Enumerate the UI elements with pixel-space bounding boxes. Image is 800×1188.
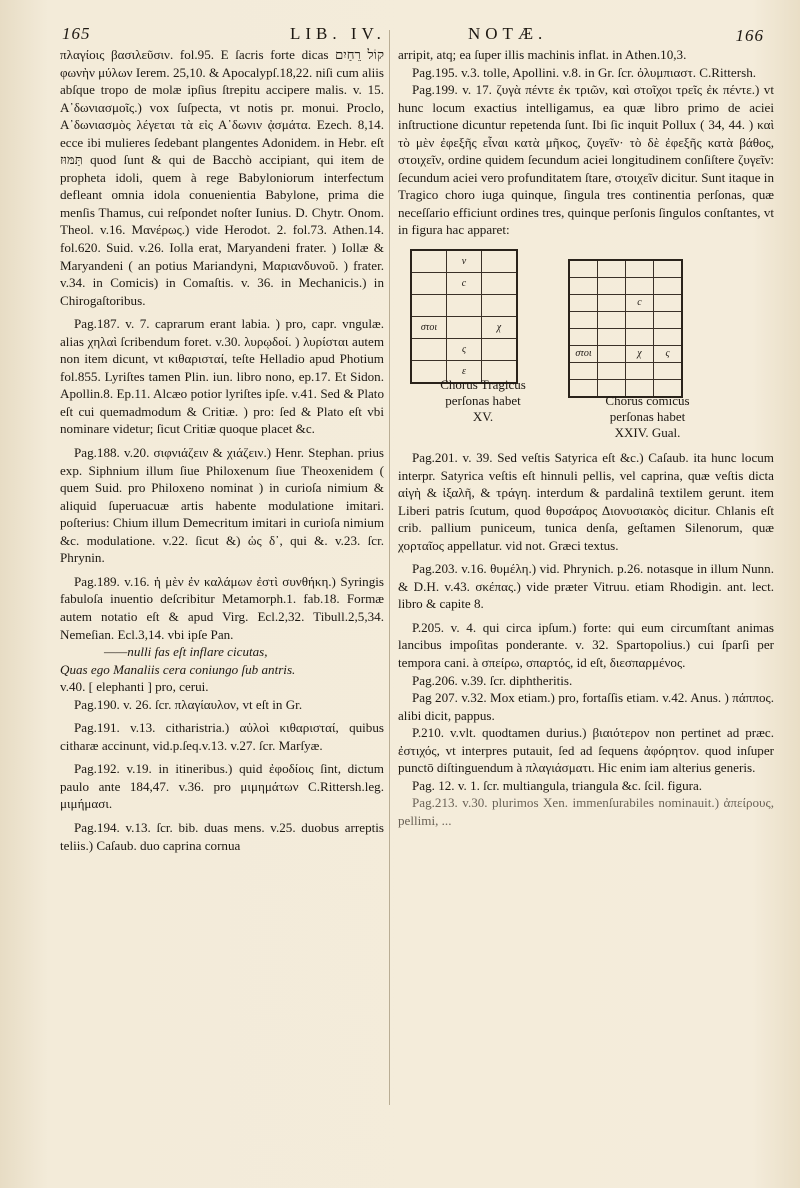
grid-cell: c: [626, 295, 654, 312]
tragic-chorus-caption: [408, 377, 558, 425]
grid-cell: [569, 312, 598, 329]
grid-row: [569, 363, 682, 380]
grid-cell: [654, 260, 683, 278]
grid-cell: [411, 339, 447, 361]
running-header: [58, 22, 774, 48]
comic-chorus-grid: [568, 259, 683, 398]
running-title-left: LIB. IV.: [290, 24, 386, 43]
grid-row: [411, 295, 517, 317]
grid-cell: c: [447, 273, 482, 295]
grid-cell: [569, 278, 598, 295]
note-paragraph: ——nulli fas eſt inflare cicutas,: [104, 644, 268, 660]
grid-cell: [447, 317, 482, 339]
grid-row: [569, 346, 682, 363]
note-paragraph: Pag.203. v.16. θυμέλη.) vid. Phrynich. p.26. notasque in illum Nunn. & D.H. v.43. σκέπας.) vide præter Vitruu. etiam Rhodigin. ant. lect. libro & capite 8.: [398, 561, 774, 612]
grid-cell: [598, 312, 626, 329]
grid-cell: [654, 329, 683, 346]
grid-cell: [482, 295, 518, 317]
note-paragraph: Pag.199. v. 17. ζυγὰ πέντε ἐκ τριῶν, καὶ στοῖχοι τρεῖς ἐκ πέντε.) vt hunc locum exactius intelligamus, ea quæ libro primo de aciei inſtructione dicuntur repetenda ſunt. Ibi ſic inquit Pollux ( 34, 44. ) καὶ τὸ μὲν ἐφεξῆς εἶναι κατὰ μῆκος, ζυγεῖν· τὸ δὲ ἐφεξῆς κατὰ βάθος, στοιχεῖν, ordine quidem ſecundum aciei longitudinem conſiſtere ζυγεῖν: ſecundum aciei vero profunditatem ſtare, στοιχεῖν dicitur. Sunt itaque in Tragico choro iuga quinque, ſingula tres continentia perſonas, quæ neceſſario efficiunt ordines tres, quinque perſonis ſingulos conſtantes, vt in figura hac apparet:: [398, 82, 774, 238]
running-title-right: NOTÆ.: [468, 24, 548, 43]
note-paragraph: Pag.192. v.19. in itineribus.) quid ἐφοδίοις ſint, dictum paulo ante 184,47. v.36. pro μιμημάτων C.Rittersh.leg. μιμήμασι.: [60, 761, 384, 812]
grid-cell: [411, 295, 447, 317]
grid-cell: [411, 250, 447, 273]
grid-row: [411, 273, 517, 295]
grid-cell: [654, 312, 683, 329]
note-paragraph: Pag 207. v.32. Mox etiam.) pro, fortaſſis etiam. v.42. Anus. ) πάππος. alibi dicit, pappus.: [398, 690, 774, 723]
note-paragraph: v.40. [ elephanti ] pro, cerui.: [60, 679, 209, 695]
grid-row: [569, 260, 682, 278]
grid-cell: [598, 295, 626, 312]
grid-cell: ς: [447, 339, 482, 361]
caption-line: perſonas habet: [445, 393, 521, 409]
caption-line: perſonas habet: [609, 409, 686, 425]
grid-cell: [598, 363, 626, 380]
caption-line: Chorus Tragicus: [440, 377, 526, 393]
caption-line: XXIV. Gual.: [614, 425, 681, 441]
grid-cell: [626, 329, 654, 346]
grid-cell: [654, 295, 683, 312]
note-paragraph: πλαγίοις βασιλεῦσιν. fol.95. E ſacris forte dicas קוֹל רֵחַיִם φωνὴν μύλων Ierem. 25,10. & Apocalypſ.18,22. niſi cum aliis abſque tropo de molæ ipſius ſtrepitu accipere malis. v. 15. Α᾿δωνιασμοῖς.) vox ſuſpecta, vt notis pr. monui. Proclo, Α᾿δωνιασμὸς λέγεται τὰ εἰς Α᾿δωνιν ᾀσμάτα. Ezech. 8,14. ecce ibi mulieres ſedebant plangentes Adonidem. in Hebr. eſt תַּמּוּז quod ſunt & qui de Bacchò accipiant, qui item de propheta idoli, quem à rege Babyloniorum interfectum defleant omnia idola conuenientia Babylone, prima die menſis Thamus, cui reſpondet noſter Iunius. D. Chytr. Onom. Theol. v.16. Μανέρως.) vide Herodot. 2. fol.73. Athen.14. fol.620. Suid. v.26. Iolla erat, Maryandeni frater. ) Iollæ & Maryandeni ( an potius Mariandyni, Μαριανδυνοῦ. ) frater. v.34. in Comicis) in Comaſtis. v. 36. in Mechanicis.) in Chirogaſtoribus.: [60, 47, 384, 308]
note-paragraph: Quas ego Manaliis cera coniungo ſub antris.: [60, 661, 296, 677]
note-paragraph: P.210. v.vlt. quodtamen durius.) βιαιότερον non pertinet ad præc. ἐστιχός, vt interpres putauit, ſed ad ſequens ἀφόρητον. quod inſuper punctō diſtinguendum à πλαγιάσματι. Hic enim iam alterius generis.: [398, 725, 774, 776]
grid-row: [569, 278, 682, 295]
chorus-figure: [398, 249, 774, 443]
grid-cell: χ: [482, 317, 518, 339]
note-paragraph: Pag.191. v.13. citharistria.) αὐλοὶ κιθαρισταί, quibus citharæ accinunt, vid.p.ſeq.v.13. v.27. ſcr. Marſyæ.: [60, 720, 384, 753]
note-paragraph: Pag.188. v.20. σιφνιάζειν & χιάζειν.) Henr. Stephan. prius exp. Siphnium illum ſiue Philoxenum ſiue Theoxenidem ( quem Suid. pro Philoxeno nominat ) in curioſa nimium & aliquid ſuperuacuæ artis habente modulatione imitari. poſterius: Chium illum Demecritum imitari in curioſa nimium &c. modulatione. v.22. ſicut &) ὡς δ᾿, qui &. v.23. ſcr. Phrynin.: [60, 445, 384, 566]
note-paragraph: Pag.194. v.13. ſcr. bib. duas mens. v.25. duobus arreptis teliis.) Caſaub. duo caprina cornua: [60, 819, 384, 853]
grid-cell: [598, 260, 626, 278]
note-paragraph: Pag.213. v.30. plurimos Xen. immenſurabiles nominauit.) ἀπείρους, pellimi, ...: [398, 795, 774, 828]
note-paragraph: Pag.189. v.16. ἡ μὲν ἐν καλάμων ἐστὶ συνθήκη.) Syringis fabuloſa inuentio deſcribitur Metamorph.1. fab.18. Formæ autem notatio eſt & apud Virg. Ecl.2,32. Tibull.2,5,34. Nemeſian. Ecl.3,14. vbi ipſe Pan.: [60, 573, 384, 642]
column-gutter: [389, 30, 390, 1105]
grid-cell: [598, 346, 626, 363]
grid-cell: [569, 260, 598, 278]
right-column: [398, 46, 774, 830]
grid-cell: [569, 329, 598, 346]
grid-row: [411, 250, 517, 273]
grid-cell: [626, 363, 654, 380]
grid-row: [569, 329, 682, 346]
grid-cell: ς: [654, 346, 683, 363]
grid-row: [569, 295, 682, 312]
grid-cell: [411, 273, 447, 295]
note-paragraph: Pag.190. v. 26. ſcr. πλαγίαυλον, vt eſt in Gr.: [74, 696, 303, 712]
note-paragraph: Pag.195. v.3. tolle, Apollini. v.8. in Gr. ſcr. ὀλυμπιαστ. C.Rittersh.: [412, 64, 757, 80]
note-paragraph: Pag. 12. v. 1. ſcr. multiangula, triangula &c. ſcil. figura.: [412, 777, 703, 793]
caption-line: XV.: [472, 409, 494, 425]
grid-cell: χ: [626, 346, 654, 363]
grid-cell: [626, 312, 654, 329]
grid-cell: [654, 363, 683, 380]
grid-cell: [626, 278, 654, 295]
note-paragraph: arripit, atq; ea ſuper illis machinis inflat. in Athen.10,3.: [398, 47, 687, 62]
note-paragraph: Pag.187. v. 7. caprarum erant labia. ) pro, capr. vngulæ. alias χηλαὶ ſcribendum foret. v.30. λυρῳδοί. ) λυρίσται autem non item dicunt, vt κιθαρισταί, teſte Helladio apud Photium fol.855. Lyriſtes tamen Plin. iun. libro nono, ep.17. Et Sidon. Apollin.8. Ep.11. Alcæo potior lyriſtes ipſe. v.41. Sed & Plato eſt cui quemadmodum & Critiæ. ) pro: ſed & Plato eſt vbi nominare videtur; ſicut Critiæ quoque placet &c.: [60, 316, 384, 437]
grid-cell: στοι: [411, 317, 447, 339]
grid-cell: [482, 250, 518, 273]
grid-cell: [447, 295, 482, 317]
grid-row: [411, 339, 517, 361]
grid-cell: [569, 363, 598, 380]
page-number-right: 166: [735, 26, 764, 45]
grid-cell: ε: [447, 361, 482, 384]
grid-cell: [482, 339, 518, 361]
comic-chorus-caption: [560, 393, 735, 441]
grid-cell: [654, 278, 683, 295]
grid-cell: [482, 273, 518, 295]
grid-cell: [598, 329, 626, 346]
tragic-chorus-grid: [410, 249, 518, 384]
left-column: [60, 46, 384, 854]
grid-row: [569, 312, 682, 329]
grid-cell: ν: [447, 250, 482, 273]
grid-cell: [626, 260, 654, 278]
caption-line: Chorus comicus: [605, 393, 690, 409]
page-number-left: 165: [62, 24, 91, 43]
note-paragraph: Pag.206. v.39. ſcr. diphtheritis.: [412, 672, 573, 688]
grid-row: [411, 317, 517, 339]
grid-cell: στοι: [569, 346, 598, 363]
grid-cell: [569, 295, 598, 312]
note-paragraph: Pag.201. v. 39. Sed veſtis Satyrica eſt &c.) Caſaub. ita hunc locum interpr. Satyrica veſtis eſt hinnuli pellis, vel caprina, quæ veſtis dicta αἰγὴ & ἰξαλῆ, & τράγη. interdum & pardalinâ textilem gerunt. item Liberi patris ſcutum, quod θυρσάρος Διονυσιακὸς dicitur. Chlanis eſt crib. pallium puniceum, tunica denſa, geſtamen Silenorum, quæ χορταῖος appellatur. vid not. Græci textus.: [398, 450, 774, 553]
note-paragraph: P.205. v. 4. qui circa ipſum.) forte: qui eum circumſtant animas lancibus impoſitas ponderante. v. 32. Spartopolius.) cui ſparſi per tempora cani. à σπείρω, σπαρτός, id eſt, διεσπαρμένος.: [398, 619, 774, 671]
grid-cell: [598, 278, 626, 295]
